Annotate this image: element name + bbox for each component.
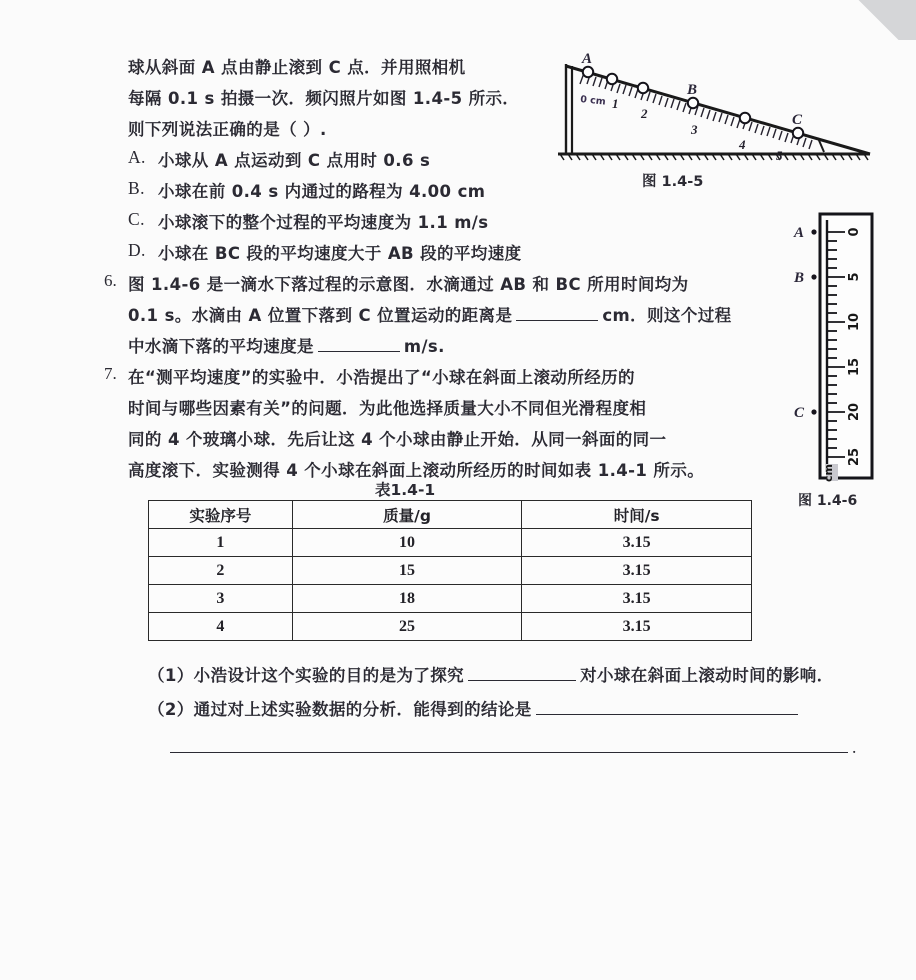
q6-line-3-part-a: 中水滴下落的平均速度是 <box>128 337 314 356</box>
svg-text:cm: cm <box>822 464 835 482</box>
svg-text:0 cm: 0 cm <box>579 94 607 108</box>
q5-option-d-text: 小球在 BC 段的平均速度大于 AB 段的平均速度 <box>158 244 522 263</box>
q5-option-c-text: 小球滚下的整个过程的平均速度为 1.1 m/s <box>158 213 489 232</box>
cell-mass: 18 <box>292 585 522 613</box>
svg-text:B: B <box>794 270 805 286</box>
inclined-plane-diagram <box>548 46 880 172</box>
svg-text:10: 10 <box>847 312 862 332</box>
q5-option-a-text: 小球从 A 点运动到 C 点用时 0.6 s <box>158 151 431 170</box>
figure-1-4-5 <box>548 46 880 196</box>
q7-sub2-part-a: （2）通过对上述实验数据的分析．能得到的结论是 <box>148 700 532 719</box>
q7-sub1 <box>148 662 834 686</box>
experiment-data-table <box>148 500 752 641</box>
svg-text:0: 0 <box>847 227 862 237</box>
q5-line-2: 每隔 0.1 s 拍摄一次．频闪照片如图 1.4-5 所示． <box>128 89 520 108</box>
svg-text:A: A <box>794 225 805 241</box>
table-header-row <box>149 501 752 529</box>
q7-sub2-blank-line1[interactable] <box>536 697 798 715</box>
svg-text:A: A <box>582 51 593 67</box>
table-row <box>149 585 752 613</box>
svg-text:5: 5 <box>776 148 783 163</box>
cell-time: 3.15 <box>522 585 752 613</box>
cell-index: 4 <box>149 613 293 641</box>
svg-text:4: 4 <box>739 137 746 152</box>
figure-1-4-5-caption: 图 1.4-5 <box>642 174 704 190</box>
q7-sub2-line2 <box>170 735 857 758</box>
q7-sub1-blank[interactable] <box>468 663 576 681</box>
cell-mass: 25 <box>292 613 522 641</box>
q6-line-2-part-a: 0.1 s。水滴由 A 位置下落到 C 位置运动的距离是 <box>128 306 513 325</box>
svg-text:C: C <box>794 405 805 421</box>
q5-option-b-text: 小球在前 0.4 s 内通过的路程为 4.00 cm <box>158 182 486 201</box>
q6-number: 6. <box>104 271 117 290</box>
q7-sub2-period: . <box>852 737 857 757</box>
q5-option-c-key: C. <box>128 209 145 229</box>
cell-time: 3.15 <box>522 529 752 557</box>
table-row <box>149 529 752 557</box>
col-header-index: 实验序号 <box>149 501 293 529</box>
q5-option-b-key: B. <box>128 178 145 198</box>
q7-sub2 <box>148 696 798 720</box>
svg-text:3: 3 <box>691 122 698 137</box>
svg-text:5: 5 <box>847 272 862 282</box>
q7-line-3: 同的 4 个玻璃小球．先后让这 4 个小球由静止开始．从同一斜面的同一 <box>128 430 667 449</box>
q6-line-2 <box>128 302 732 326</box>
q6-blank-velocity[interactable] <box>318 334 400 352</box>
col-header-time: 时间/s <box>522 501 752 529</box>
cell-index: 2 <box>149 557 293 585</box>
cell-index: 3 <box>149 585 293 613</box>
cell-time: 3.15 <box>522 557 752 585</box>
cell-index: 1 <box>149 529 293 557</box>
q7-sub2-blank-line2[interactable] <box>170 735 848 753</box>
cell-time: 3.15 <box>522 613 752 641</box>
q6-line-1: 图 1.4-6 是一滴水下落过程的示意图．水滴通过 AB 和 BC 所用时间均为 <box>128 275 689 294</box>
svg-text:C: C <box>792 112 803 128</box>
figure-1-4-6 <box>790 208 912 508</box>
q5-option-a-key: A. <box>128 147 146 167</box>
figure-1-4-6-caption: 图 1.4-6 <box>798 493 858 509</box>
q5-option-d-key: D. <box>128 240 146 260</box>
q7-line-1: 在“测平均速度”的实验中．小浩提出了“小球在斜面上滚动所经历的 <box>128 368 635 387</box>
q7-line-4: 高度滚下．实验测得 4 个小球在斜面上滚动所经历的时间如表 1.4-1 所示。 <box>128 461 705 480</box>
q6-blank-distance[interactable] <box>516 303 598 321</box>
svg-text:2: 2 <box>641 106 648 121</box>
svg-text:B: B <box>687 82 698 98</box>
q5-line-3: 则下列说法正确的是（ ）. <box>128 120 327 139</box>
table-caption: 表1.4-1 <box>375 481 436 499</box>
cell-mass: 10 <box>292 529 522 557</box>
q6-line-3-part-b: m/s. <box>403 337 445 356</box>
svg-text:1: 1 <box>612 96 619 111</box>
vertical-ruler-diagram <box>790 208 912 490</box>
q6-line-3 <box>128 333 445 357</box>
cell-mass: 15 <box>292 557 522 585</box>
svg-text:20: 20 <box>847 402 862 422</box>
svg-text:15: 15 <box>847 357 862 377</box>
svg-text:25: 25 <box>847 447 862 467</box>
q7-line-2: 时间与哪些因素有关”的问题．为此他选择质量大小不同但光滑程度相 <box>128 399 647 418</box>
q7-number: 7. <box>104 364 117 383</box>
q6-line-2-part-b: cm．则这个过程 <box>602 306 732 325</box>
q7-sub1-part-a: （1）小浩设计这个实验的目的是为了探究 <box>148 666 465 685</box>
col-header-mass: 质量/g <box>292 501 522 529</box>
table-row <box>149 613 752 641</box>
q5-line-1: 球从斜面 A 点由静止滚到 C 点．并用照相机 <box>128 58 466 77</box>
table-row <box>149 557 752 585</box>
q7-sub1-part-b: 对小球在斜面上滚动时间的影响． <box>580 666 834 685</box>
